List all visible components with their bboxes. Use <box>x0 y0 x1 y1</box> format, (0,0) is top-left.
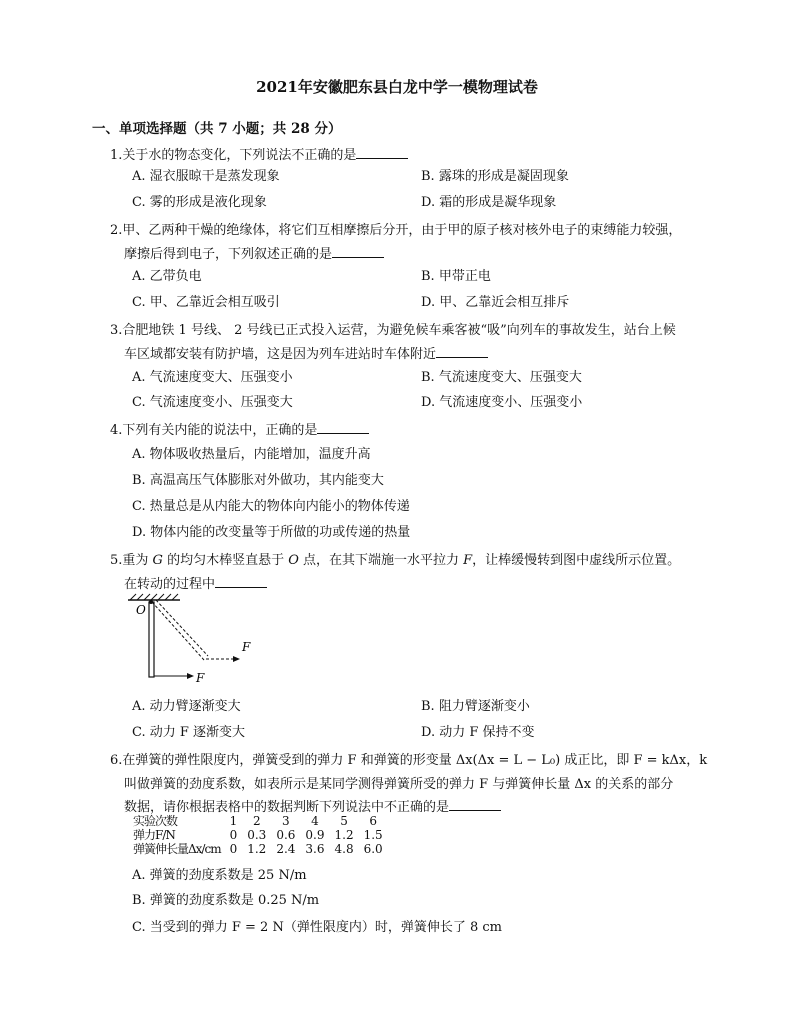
table-cell: 6 <box>369 814 377 828</box>
lever-diagram <box>124 592 264 692</box>
q5-option-d: D. 动力 F 保持不变 <box>421 725 535 740</box>
question-6-stem-line3: 数据，请你根据表格中的数据判断下列说法中不正确的是 <box>124 796 501 815</box>
q6-option-c: C. 当受到的弹力 F = 2 N（弹性限度内）时，弹簧伸长了 8 cm <box>132 920 502 935</box>
arrowhead-icon <box>187 673 194 679</box>
q2-option-a: A. 乙带负电 <box>132 269 202 284</box>
table-cell: 1.5 <box>363 828 383 842</box>
q4-option-a: A. 物体吸收热量后，内能增加，温度升高 <box>132 447 371 462</box>
q4-option-c: C. 热量总是从内能大的物体向内能小的物体传递 <box>132 499 410 514</box>
question-4-stem: 4.下列有关内能的说法中，正确的是 <box>110 419 369 438</box>
table-row-label: 弹力F/N <box>133 828 175 842</box>
q5-option-c: C. 动力 F 逐渐变大 <box>132 725 246 740</box>
question-2-stem-line2: 摩擦后得到电子，下列叙述正确的是 <box>124 243 384 262</box>
table-cell: 3.6 <box>305 842 325 856</box>
question-5-stem-line2: 在转动的过程中 <box>124 573 267 592</box>
table-row-label: 实验次数 <box>133 814 178 828</box>
q1-option-d: D. 霜的形成是凝华现象 <box>421 195 557 210</box>
table-cell: 1.2 <box>247 842 267 856</box>
table-cell: 5 <box>340 814 348 828</box>
answer-blank <box>356 146 408 159</box>
table-cell: 1 <box>229 814 238 828</box>
answer-blank <box>215 575 267 588</box>
data-table <box>128 814 388 856</box>
table-cell: 3 <box>282 814 290 828</box>
table-cell: 0.6 <box>276 828 296 842</box>
answer-blank <box>332 245 384 258</box>
q3-option-b: B. 气流速度变大、压强变大 <box>421 370 582 385</box>
table-cell: 2 <box>252 814 261 828</box>
q2-option-d: D. 甲、乙靠近会相互排斥 <box>421 295 570 310</box>
ceiling-hatching <box>130 594 178 600</box>
answer-blank <box>436 345 488 358</box>
table-cell: 0 <box>229 828 238 842</box>
q3-option-c: C. 气流速度变小、压强变大 <box>132 395 293 410</box>
rod-rotated-dashed <box>152 600 208 660</box>
table-cell: 0.9 <box>305 828 325 842</box>
q1-option-a: A. 湿衣服晾干是蒸发现象 <box>132 169 280 184</box>
q1-option-c: C. 雾的形成是液化现象 <box>132 195 267 210</box>
answer-blank <box>317 421 369 434</box>
question-3-stem: 3.合肥地铁 1 号线、 2 号线已正式投入运营，为避免候车乘客被“吸”向列车的事故发生，站台上候 <box>110 323 676 338</box>
table-row <box>128 814 388 828</box>
rod-vertical <box>149 602 154 677</box>
q6-option-b: B. 弹簧的劲度系数是 0.25 N/m <box>132 893 320 908</box>
table-cell: 0 <box>229 842 238 856</box>
q4-option-b: B. 高温高压气体膨胀对外做功，其内能变大 <box>132 473 384 488</box>
q6-option-a: A. 弹簧的劲度系数是 25 N/m <box>132 868 307 883</box>
q2-option-b: B. 甲带正电 <box>421 269 491 284</box>
question-6-stem: 6.在弹簧的弹性限度内，弹簧受到的弹力 F 和弹簧的形变量 Δx(Δx = L − L₀) 成正比，即 F = kΔx，k <box>110 753 708 768</box>
label-o: O <box>136 603 146 617</box>
question-3-stem-line2: 车区域都安装有防护墙，这是因为列车进站时车体附近 <box>124 343 488 362</box>
page-title: 2021年安徽肥东县白龙中学一模物理试卷 <box>256 78 538 96</box>
table-cell: 1.2 <box>334 828 354 842</box>
q3-option-d: D. 气流速度变小、压强变小 <box>421 395 583 410</box>
q4-option-d: D. 物体内能的改变量等于所做的功或传递的热量 <box>132 525 411 540</box>
arrowhead-icon <box>233 656 240 662</box>
label-f-top: F <box>242 640 251 654</box>
question-6-stem-line2: 叫做弹簧的劲度系数，如表所示是某同学测得弹簧所受的弹力 F 与弹簧伸长量 Δx 的关系的部分 <box>124 777 674 792</box>
question-5-stem: 5.重为 G 的均匀木棒竖直悬于 O 点，在其下端施一水平拉力 F，让棒缓慢转到图中虚线所示位置。 <box>110 553 681 568</box>
table-row <box>128 828 388 842</box>
table-row <box>128 842 388 856</box>
q3-option-a: A. 气流速度变大、压强变小 <box>132 370 293 385</box>
table-cell: 6.0 <box>363 842 383 856</box>
table-cell: 4.8 <box>334 842 354 856</box>
answer-blank <box>449 798 501 811</box>
label-f-bottom: F <box>196 671 205 685</box>
table-row-label: 弹簧伸长量Δx/cm <box>133 842 221 856</box>
q1-option-b: B. 露珠的形成是凝固现象 <box>421 169 569 184</box>
q5-option-a: A. 动力臂逐渐变大 <box>132 699 241 714</box>
table-cell: 2.4 <box>276 842 296 856</box>
q2-option-c: C. 甲、乙靠近会相互吸引 <box>132 295 280 310</box>
section-heading: 一、单项选择题（共 7 小题；共 28 分） <box>92 121 342 137</box>
table-cell: 0.3 <box>247 828 267 842</box>
question-1-stem: 1.关于水的物态变化，下列说法不正确的是 <box>110 144 408 163</box>
table-cell: 4 <box>311 814 319 828</box>
question-2-stem: 2.甲、乙两种干燥的绝缘体，将它们互相摩擦后分开，由于甲的原子核对核外电子的束缚能力较强， <box>110 223 682 238</box>
q5-option-b: B. 阻力臂逐渐变小 <box>421 699 530 714</box>
